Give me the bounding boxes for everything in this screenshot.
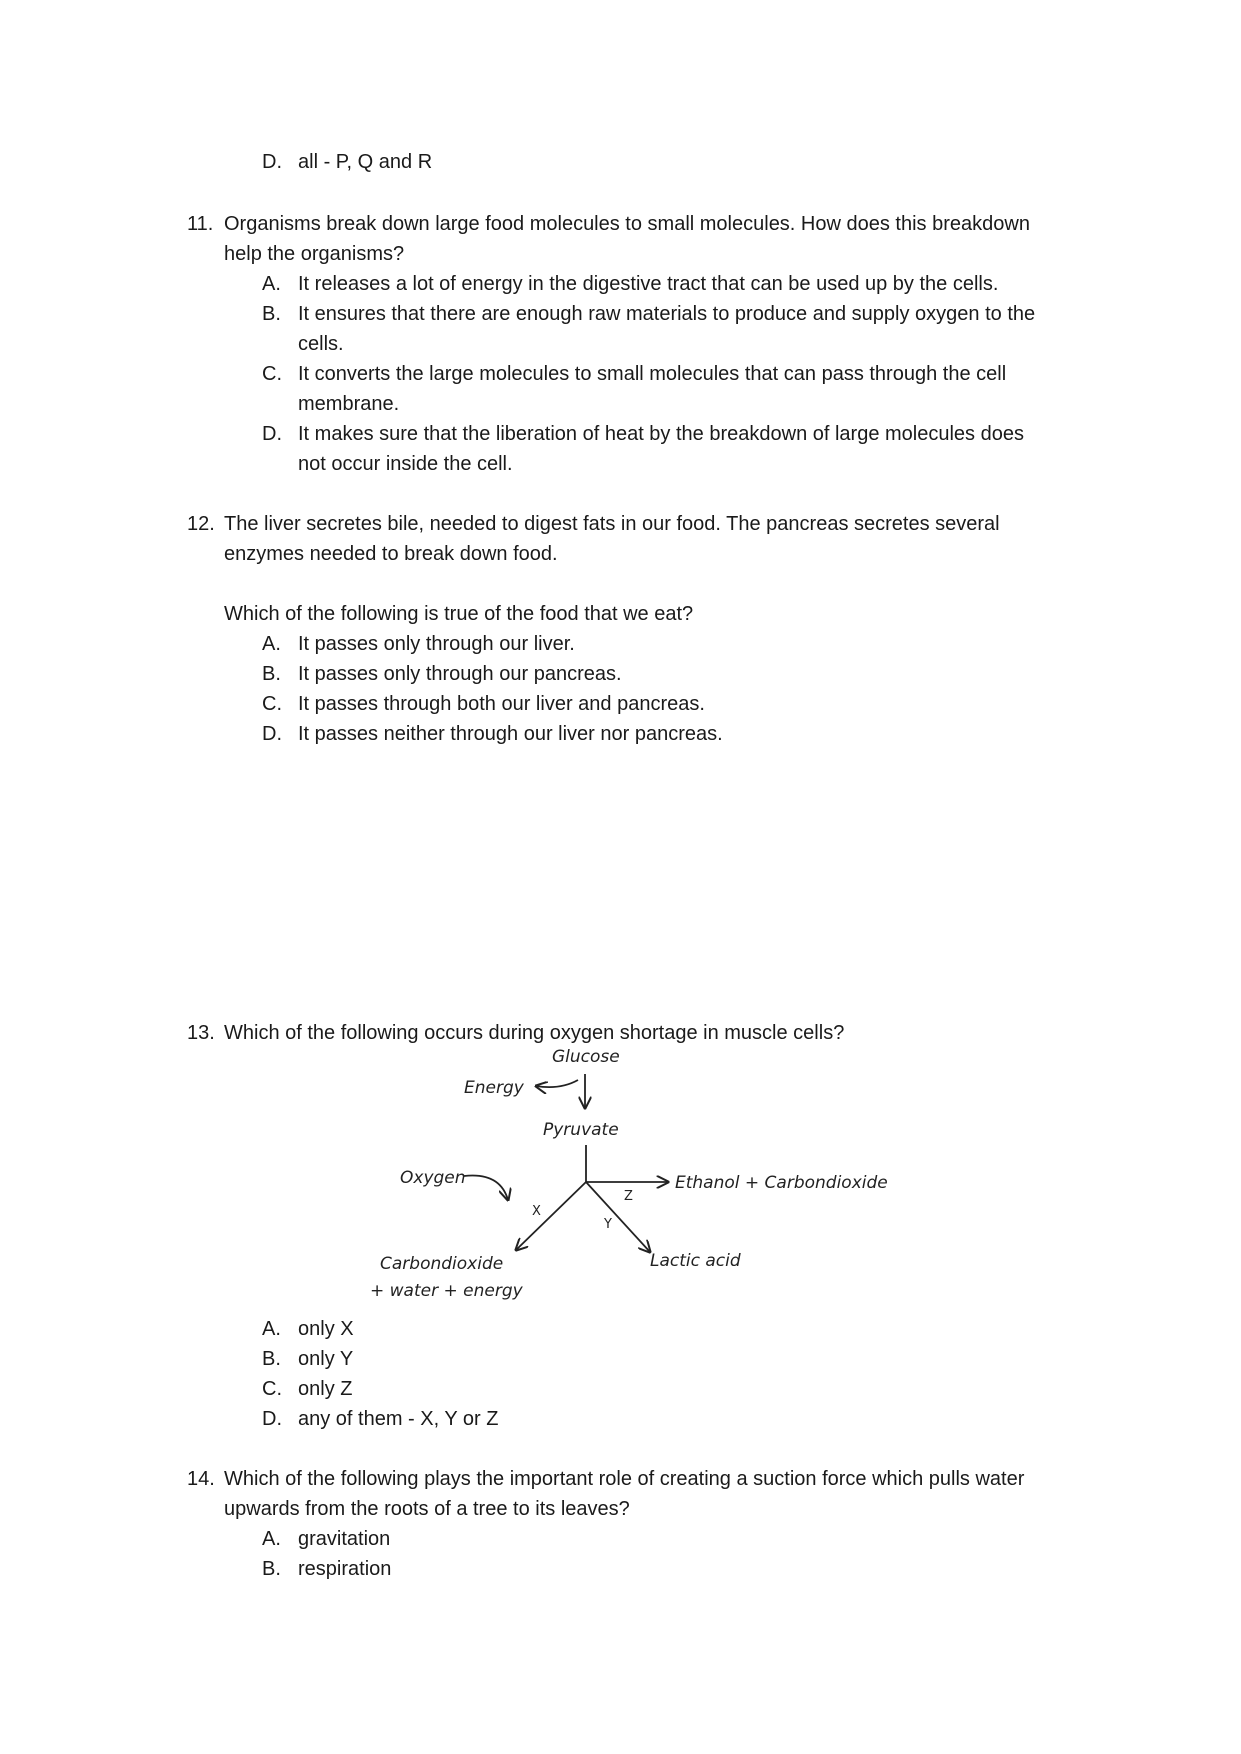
q14-number: 14. <box>187 1468 215 1490</box>
q12-option-a-letter: A. <box>262 633 281 655</box>
q12-option-a-text: It passes only through our liver. <box>298 633 575 655</box>
y-label: Y <box>604 1217 612 1232</box>
q12-option-c-text: It passes through both our liver and pancreas. <box>298 693 705 715</box>
q12-option-b-letter: B. <box>262 663 281 685</box>
x-label: X <box>532 1204 541 1219</box>
q13-option-c-text: only Z <box>298 1378 353 1400</box>
q11-stem-line2: help the organisms? <box>224 243 405 265</box>
q13-option-c-letter: C. <box>262 1378 282 1400</box>
q14-option-b-text: respiration <box>298 1558 392 1580</box>
q11-option-b-letter: B. <box>262 303 281 325</box>
q14-option-a-letter: A. <box>262 1528 281 1550</box>
q11-option-b-text-line2: cells. <box>298 333 344 355</box>
q12-option-d-letter: D. <box>262 723 282 745</box>
z-label: Z <box>624 1189 633 1204</box>
q10-option-d-letter: D. <box>262 151 282 173</box>
q13-option-d-letter: D. <box>262 1408 282 1430</box>
q14-option-b-letter: B. <box>262 1558 281 1580</box>
q11-option-d-text-line2: not occur inside the cell. <box>298 453 513 475</box>
q12-number: 12. <box>187 513 215 535</box>
x-pathway-arrow <box>516 1182 586 1250</box>
co2-water-energy-line1: Carbondioxide <box>380 1254 504 1274</box>
q13-option-d-text: any of them - X, Y or Z <box>298 1408 499 1430</box>
q12-option-d-text: It passes neither through our liver nor pancreas. <box>298 723 723 745</box>
energy-label: Energy <box>464 1078 524 1098</box>
y-pathway-arrow <box>586 1182 650 1252</box>
lactic-acid-label: Lactic acid <box>650 1251 741 1271</box>
q12-stem-line1: The liver secretes bile, needed to digest fats in our food. The pancreas secretes several <box>224 513 1000 535</box>
q11-number: 11. <box>187 213 214 235</box>
oxygen-input-arrow <box>464 1176 508 1201</box>
ethanol-co2-label: Ethanol + Carbondioxide <box>675 1173 888 1193</box>
q11-option-b-text-line1: It ensures that there are enough raw materials to produce and supply oxygen to the <box>298 303 1036 325</box>
q12-option-c-letter: C. <box>262 693 282 715</box>
respiration-pathway-diagram <box>370 1040 920 1330</box>
q11-option-c-text-line2: membrane. <box>298 393 400 415</box>
q13-stem: Which of the following occurs during oxygen shortage in muscle cells? <box>224 1022 845 1044</box>
q13-option-a-text: only X <box>298 1318 354 1340</box>
q14-stem-line2: upwards from the roots of a tree to its leaves? <box>224 1498 630 1520</box>
q13-option-b-letter: B. <box>262 1348 281 1370</box>
q11-option-a-letter: A. <box>262 273 281 295</box>
q14-stem-line1: Which of the following plays the important role of creating a suction force which pulls water <box>224 1468 1025 1490</box>
pyruvate-label: Pyruvate <box>543 1120 619 1140</box>
q11-option-d-letter: D. <box>262 423 282 445</box>
q13-option-b-text: only Y <box>298 1348 354 1370</box>
q10-option-d-text: all - P, Q and R <box>298 151 433 173</box>
q12-question: Which of the following is true of the food that we eat? <box>224 603 694 625</box>
glucose-label: Glucose <box>552 1047 620 1067</box>
q11-stem-line1: Organisms break down large food molecules to small molecules. How does this breakdown <box>224 213 1030 235</box>
q11-option-a-text: It releases a lot of energy in the digestive tract that can be used up by the cells. <box>298 273 999 295</box>
q12-option-b-text: It passes only through our pancreas. <box>298 663 622 685</box>
q13-number: 13. <box>187 1022 215 1044</box>
q14-option-a-text: gravitation <box>298 1528 391 1550</box>
q12-stem-line2: enzymes needed to break down food. <box>224 543 558 565</box>
q13-option-a-letter: A. <box>262 1318 281 1340</box>
q11-option-d-text-line1: It makes sure that the liberation of heat by the breakdown of large molecules does <box>298 423 1024 445</box>
oxygen-label: Oxygen <box>400 1168 466 1188</box>
energy-release-arrow <box>536 1080 578 1087</box>
q11-option-c-letter: C. <box>262 363 282 385</box>
q11-option-c-text-line1: It converts the large molecules to small molecules that can pass through the cell <box>298 363 1007 385</box>
co2-water-energy-line2: + water + energy <box>370 1281 523 1301</box>
